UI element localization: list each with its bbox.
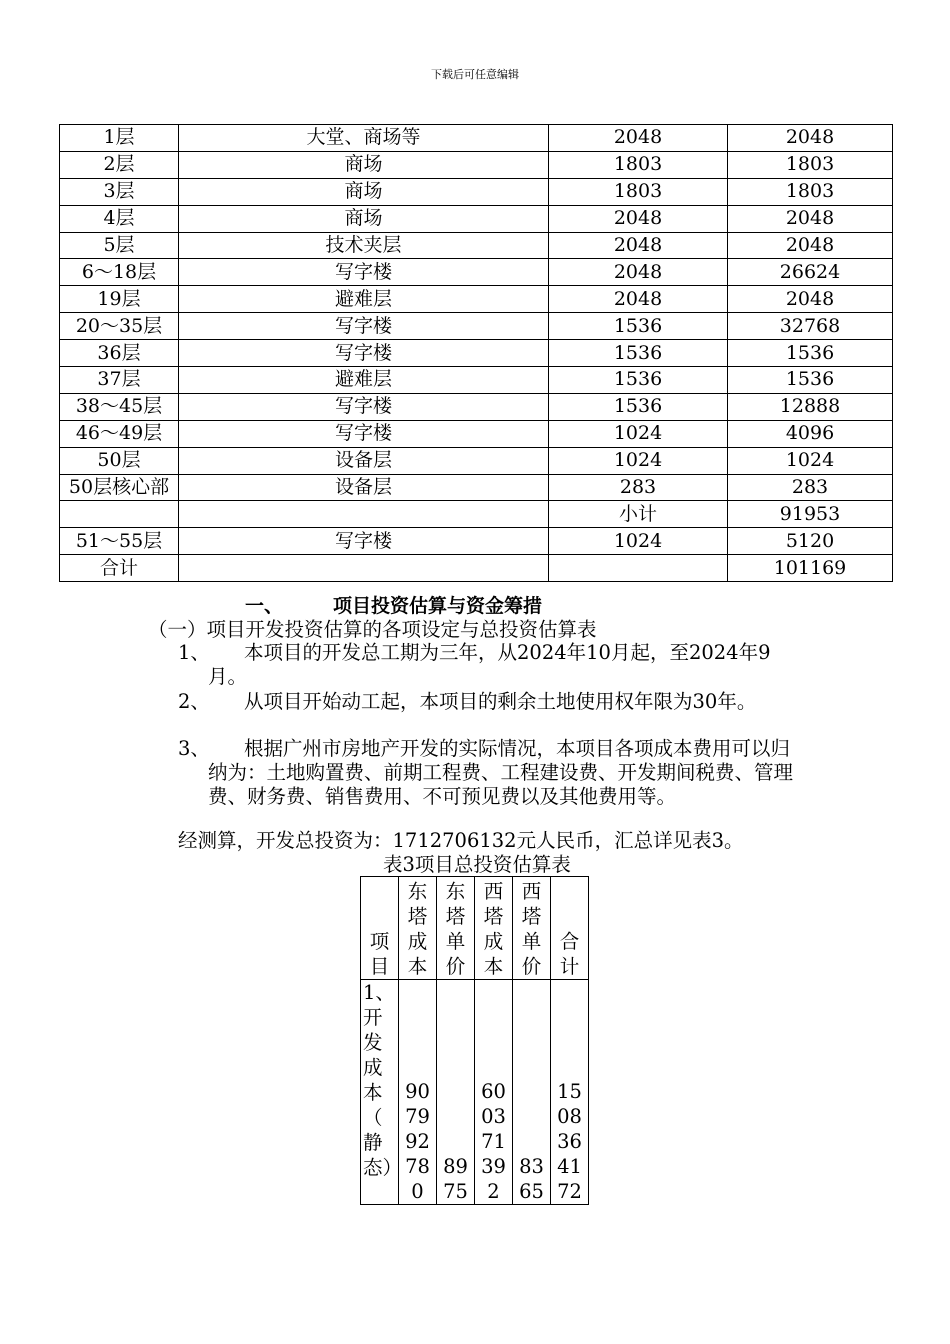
list-item-number: 1、 (178, 641, 210, 664)
sub-section-title: （一）项目开发投资估算的各项设定与总投资估算表 (148, 618, 597, 641)
table-row (60, 178, 893, 205)
table-row (60, 555, 893, 582)
table-row (60, 474, 893, 501)
table-cell: 技术夹层 (179, 232, 549, 259)
table-cell: 1536 (728, 367, 893, 394)
table-caption: 表3项目总投资估算表 (383, 853, 571, 876)
table-cell: 商场 (179, 205, 549, 232)
table-cell: 2048 (549, 232, 728, 259)
list-item (178, 737, 808, 809)
list-item-number: 2、 (178, 690, 210, 713)
table-cell: 2层 (60, 151, 179, 178)
table-cell: 8365 (513, 980, 551, 1205)
table-cell: 商场 (179, 151, 549, 178)
table-row (60, 501, 893, 528)
table-cell: 907992780 (399, 980, 437, 1205)
column-header: 项目 (361, 877, 399, 980)
investment-table (360, 876, 589, 1205)
table-cell (179, 501, 549, 528)
column-header: 西塔成本 (475, 877, 513, 980)
table-cell: 51～55层 (60, 528, 179, 555)
table-cell: 1803 (549, 178, 728, 205)
table-cell: 2048 (728, 232, 893, 259)
column-header: 东塔单价 (437, 877, 475, 980)
table-cell: 2048 (549, 259, 728, 286)
table-cell: 商场 (179, 178, 549, 205)
table-cell: 36层 (60, 340, 179, 367)
table-row (60, 151, 893, 178)
table-cell: 12888 (728, 393, 893, 420)
table-cell: 1层 (60, 125, 179, 152)
table-cell: 3层 (60, 178, 179, 205)
list-item-text: 根据广州市房地产开发的实际情况，本项目各项成本费用可以归纳为：土地购置费、前期工程费、工程建设费、开发期间税费、管理费、财务费、销售费用、不可预见费以及其他费用等。 (208, 737, 794, 808)
table-row (60, 286, 893, 313)
table-row (60, 340, 893, 367)
table-cell: 1024 (549, 420, 728, 447)
table-cell: 1803 (728, 151, 893, 178)
page-header: 下载后可任意编辑 (431, 68, 519, 81)
floor-area-table (59, 124, 893, 582)
table-cell: 设备层 (179, 474, 549, 501)
table-row (60, 420, 893, 447)
table-cell: 26624 (728, 259, 893, 286)
table-cell: 600371392 (475, 980, 513, 1205)
table-cell: 37层 (60, 367, 179, 394)
table-cell: 1536 (549, 393, 728, 420)
column-header: 东塔成本 (399, 877, 437, 980)
table-cell: 6～18层 (60, 259, 179, 286)
table-cell: 避难层 (179, 367, 549, 394)
table-cell: 50层 (60, 447, 179, 474)
table-cell: 91953 (728, 501, 893, 528)
table-cell: 2048 (549, 205, 728, 232)
table-cell: 避难层 (179, 286, 549, 313)
table-cell: 1024 (549, 447, 728, 474)
table-cell: 8975 (437, 980, 475, 1205)
table-cell: 写字楼 (179, 259, 549, 286)
table-row (60, 447, 893, 474)
table-cell: 1803 (549, 151, 728, 178)
table-cell: 1536 (549, 340, 728, 367)
table-cell: 写字楼 (179, 313, 549, 340)
table-cell: 2048 (728, 125, 893, 152)
table-row (60, 393, 893, 420)
table-cell: 写字楼 (179, 393, 549, 420)
table-cell: 4096 (728, 420, 893, 447)
section-number: 一、 (245, 595, 284, 617)
table-cell: 5120 (728, 528, 893, 555)
table-cell: 小计 (549, 501, 728, 528)
table-cell: 写字楼 (179, 340, 549, 367)
table-cell (179, 555, 549, 582)
table-row (361, 980, 589, 1205)
table-cell: 38～45层 (60, 393, 179, 420)
table-cell: 50层核心部 (60, 474, 179, 501)
table-cell: 283 (549, 474, 728, 501)
table-row (60, 367, 893, 394)
column-header: 西塔单价 (513, 877, 551, 980)
list-item (178, 690, 808, 714)
table-cell: 大堂、商场等 (179, 125, 549, 152)
table-cell: 2048 (549, 125, 728, 152)
table-cell (60, 501, 179, 528)
table-cell: 32768 (728, 313, 893, 340)
table-cell: 写字楼 (179, 528, 549, 555)
table-cell: 设备层 (179, 447, 549, 474)
table-cell: 1536 (728, 340, 893, 367)
table-cell: 2048 (728, 286, 893, 313)
table-cell: 20～35层 (60, 313, 179, 340)
investment-total-line: 经测算，开发总投资为：1712706132元人民币，汇总详见表3。 (178, 829, 744, 852)
section-title-text: 项目投资估算与资金筹措 (333, 595, 543, 617)
table-cell: 1536 (549, 367, 728, 394)
table-cell: 1803 (728, 178, 893, 205)
list-item (178, 641, 808, 689)
table-cell: 合计 (60, 555, 179, 582)
table-cell: 1024 (728, 447, 893, 474)
section-title (245, 594, 542, 618)
table-cell: 2048 (549, 286, 728, 313)
table-cell: 283 (728, 474, 893, 501)
table-cell: 46～49层 (60, 420, 179, 447)
table-cell: 1024 (549, 528, 728, 555)
table-row (60, 125, 893, 152)
column-header: 合计 (551, 877, 589, 980)
table-header-row (361, 877, 589, 980)
table-cell: 写字楼 (179, 420, 549, 447)
table-cell: 4层 (60, 205, 179, 232)
table-cell: 5层 (60, 232, 179, 259)
table-cell: 2048 (728, 205, 893, 232)
table-cell: 1508364172 (551, 980, 589, 1205)
table-row (60, 313, 893, 340)
table-row (60, 528, 893, 555)
list-item-number: 3、 (178, 737, 210, 760)
list-item-text: 从项目开始动工起，本项目的剩余土地使用权年限为30年。 (244, 690, 757, 713)
list-item-text: 本项目的开发总工期为三年，从2024年10月起，至2024年9月。 (208, 641, 771, 688)
table-cell: 1536 (549, 313, 728, 340)
table-cell (549, 555, 728, 582)
table-row (60, 232, 893, 259)
table-row (60, 205, 893, 232)
table-cell: 1、开发成本（静态） (361, 980, 399, 1205)
table-cell: 101169 (728, 555, 893, 582)
table-row (60, 259, 893, 286)
table-cell: 19层 (60, 286, 179, 313)
